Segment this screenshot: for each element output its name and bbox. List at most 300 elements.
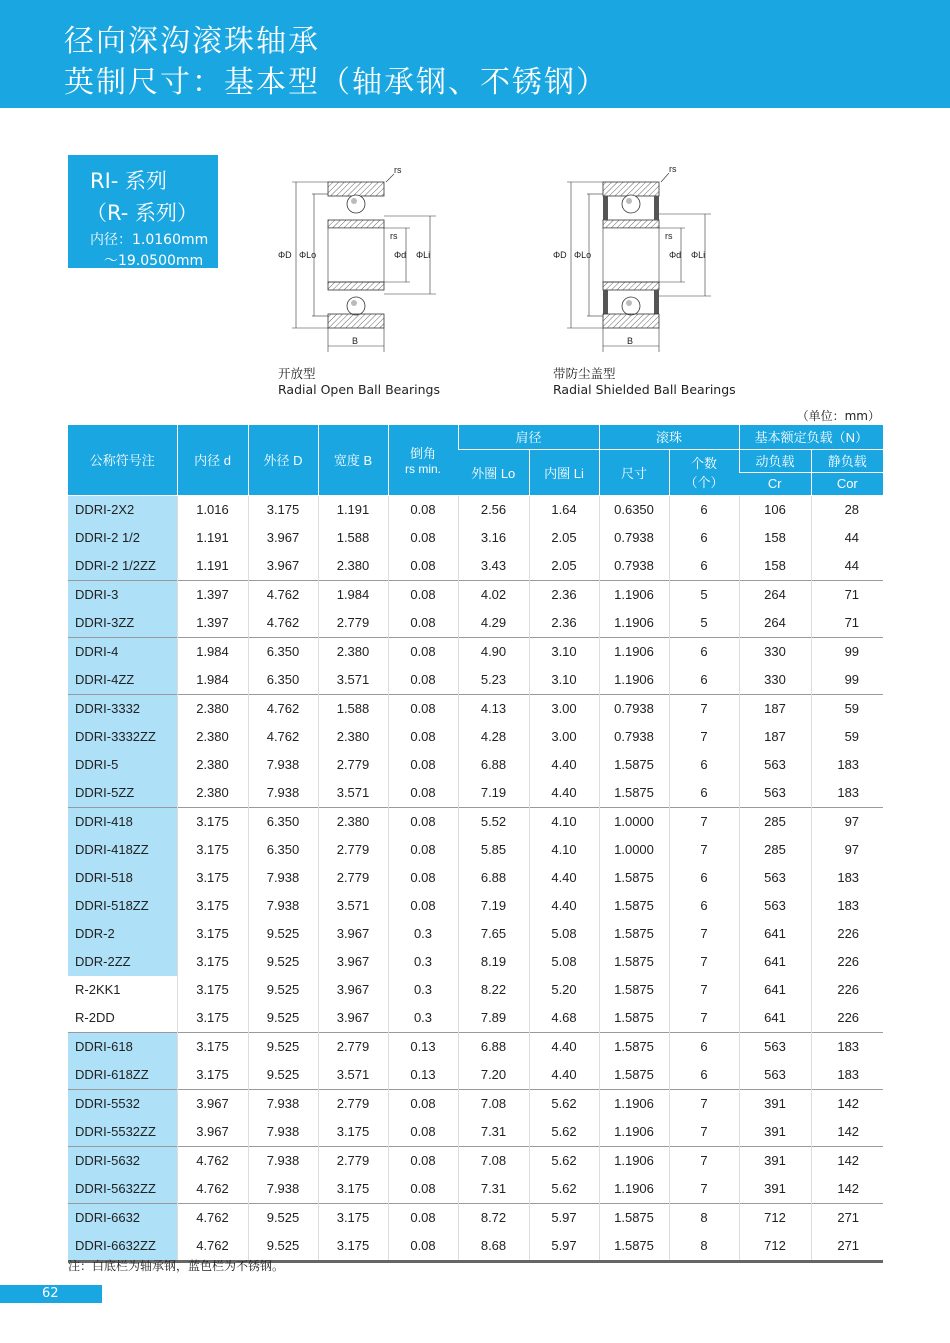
table-cell: 226 [811, 948, 883, 976]
table-cell: 9.525 [248, 1061, 318, 1090]
table-cell: 285 [739, 807, 811, 836]
table-cell: 5.52 [458, 807, 529, 836]
table-cell: 3.175 [318, 1232, 388, 1262]
page-header [0, 0, 950, 108]
table-cell: 3.175 [318, 1175, 388, 1204]
table-cell: 2.380 [318, 552, 388, 581]
table-cell: 9.525 [248, 1232, 318, 1262]
table-cell: 183 [811, 779, 883, 808]
header-width-b: 宽度 B [318, 425, 388, 495]
table-cell: 3.175 [318, 1203, 388, 1232]
table-row [68, 920, 883, 948]
rs-top-label: rs [669, 164, 677, 174]
table-cell: 5.97 [529, 1203, 599, 1232]
table-cell: 1.1906 [599, 666, 669, 695]
table-cell: 4.68 [529, 1004, 599, 1033]
rs-side-label: rs [665, 231, 673, 241]
table-cell: 1.5875 [599, 864, 669, 892]
table-cell: 563 [739, 779, 811, 808]
table-cell: 3.175 [177, 948, 248, 976]
table-cell: 5 [669, 609, 739, 638]
table-cell: 391 [739, 1146, 811, 1175]
table-cell: 285 [739, 836, 811, 864]
table-row [68, 976, 883, 1004]
table-cell: 7 [669, 1089, 739, 1118]
table-cell: 9.525 [248, 976, 318, 1004]
table-cell: DDRI-618 [68, 1032, 177, 1061]
table-cell: 8.68 [458, 1232, 529, 1262]
table-cell: 0.3 [388, 948, 458, 976]
table-cell: 5.62 [529, 1146, 599, 1175]
table-cell: DDRI-2X2 [68, 495, 177, 524]
table-cell: 0.13 [388, 1032, 458, 1061]
table-cell: 7 [669, 1146, 739, 1175]
table-cell: 7.31 [458, 1118, 529, 1147]
table-cell: 4.762 [248, 609, 318, 638]
table-cell: DDRI-618ZZ [68, 1061, 177, 1090]
table-cell: 5.97 [529, 1232, 599, 1262]
table-cell: 1.1906 [599, 637, 669, 666]
table-cell: DDRI-3332 [68, 694, 177, 723]
table-cell: 563 [739, 1061, 811, 1090]
table-cell: 28 [811, 495, 883, 524]
table-cell: 0.13 [388, 1061, 458, 1090]
table-cell: 391 [739, 1175, 811, 1204]
table-cell: 0.08 [388, 495, 458, 524]
table-cell: 1.984 [177, 637, 248, 666]
table-cell: 3.967 [318, 920, 388, 948]
table-cell: 71 [811, 580, 883, 609]
table-cell: 0.08 [388, 694, 458, 723]
table-cell: 1.5875 [599, 892, 669, 920]
table-cell: 8.19 [458, 948, 529, 976]
table-cell: 0.08 [388, 580, 458, 609]
table-cell: 226 [811, 920, 883, 948]
table-cell: 7 [669, 807, 739, 836]
table-cell: 6.88 [458, 864, 529, 892]
table-cell: 1.1906 [599, 609, 669, 638]
table-cell: 330 [739, 666, 811, 695]
table-cell: 44 [811, 524, 883, 552]
header-shoulder: 肩径 [458, 425, 599, 449]
table-cell: DDR-2 [68, 920, 177, 948]
table-cell: 3.175 [248, 495, 318, 524]
table-cell: 7 [669, 723, 739, 751]
table-cell: 187 [739, 723, 811, 751]
table-cell: 1.016 [177, 495, 248, 524]
table-cell: 6 [669, 495, 739, 524]
header-ball-size: 尺寸 [599, 449, 669, 495]
table-cell: 5.62 [529, 1118, 599, 1147]
table-cell: 3.10 [529, 666, 599, 695]
table-cell: 1.1906 [599, 1089, 669, 1118]
page-number-bar [0, 1285, 102, 1303]
table-row [68, 807, 883, 836]
table-cell: 183 [811, 751, 883, 779]
table-cell: 2.380 [177, 751, 248, 779]
chamfer-sub-label: rs min. [405, 462, 441, 477]
table-cell: 1.64 [529, 495, 599, 524]
header-inner-d: 内径 d [177, 425, 248, 495]
table-cell: 6.350 [248, 836, 318, 864]
table-cell: 563 [739, 892, 811, 920]
table-cell: 5.08 [529, 920, 599, 948]
table-cell: 0.7938 [599, 694, 669, 723]
table-cell: 0.08 [388, 609, 458, 638]
table-cell: 0.08 [388, 1118, 458, 1147]
table-cell: 1.984 [177, 666, 248, 695]
table-cell: 7.938 [248, 751, 318, 779]
table-cell: 7.20 [458, 1061, 529, 1090]
table-cell: 7.31 [458, 1175, 529, 1204]
table-cell: 9.525 [248, 1004, 318, 1033]
table-cell: DDRI-6632 [68, 1203, 177, 1232]
table-cell: 563 [739, 864, 811, 892]
table-row [68, 1146, 883, 1175]
table-cell: DDRI-418ZZ [68, 836, 177, 864]
table-row [68, 892, 883, 920]
header-shoulder-inner: 内圈 Li [529, 449, 599, 495]
caption-cn: 开放型 [278, 366, 316, 381]
table-cell: 1.5875 [599, 1203, 669, 1232]
table-cell: 641 [739, 1004, 811, 1033]
table-cell: 1.1906 [599, 1146, 669, 1175]
table-cell: 1.5875 [599, 948, 669, 976]
page-title: 径向深沟滚珠轴承 [64, 24, 320, 59]
bore-label: 内径：1.0160mm [90, 232, 209, 248]
table-cell: 6.88 [458, 1032, 529, 1061]
table-cell: 1.0000 [599, 836, 669, 864]
table-cell: 712 [739, 1203, 811, 1232]
table-cell: 7 [669, 948, 739, 976]
series-box [68, 155, 218, 268]
table-cell: 6.350 [248, 807, 318, 836]
table-cell: 8.22 [458, 976, 529, 1004]
table-cell: 2.380 [177, 723, 248, 751]
ball-count-unit: （个） [684, 475, 724, 490]
table-cell: 59 [811, 723, 883, 751]
outer-shoulder-label: ΦLo [574, 250, 592, 260]
table-cell: 59 [811, 694, 883, 723]
table-row [68, 948, 883, 976]
table-row [68, 1118, 883, 1147]
table-cell: 3.571 [318, 666, 388, 695]
table-cell: 1.397 [177, 580, 248, 609]
table-cell: 1.984 [318, 580, 388, 609]
table-cell: 3.571 [318, 1061, 388, 1090]
table-cell: 1.5875 [599, 976, 669, 1004]
table-cell: 4.762 [248, 580, 318, 609]
table-cell: 3.175 [177, 920, 248, 948]
header-cr: Cr [739, 472, 811, 495]
table-cell: 0.08 [388, 723, 458, 751]
table-cell: DDRI-5632 [68, 1146, 177, 1175]
table-cell: 106 [739, 495, 811, 524]
table-cell: R-2DD [75, 1010, 115, 1025]
series-alt-name: （R- 系列） [86, 201, 198, 225]
table-cell: DDRI-5ZZ [68, 779, 177, 808]
table-cell: 4.29 [458, 609, 529, 638]
table-cell: DDRI-4ZZ [68, 666, 177, 695]
table-cell: 0.3 [388, 920, 458, 948]
width-label: B [352, 336, 359, 346]
table-cell: 641 [739, 976, 811, 1004]
table-cell: 99 [811, 666, 883, 695]
table-cell: 563 [739, 1032, 811, 1061]
table-cell: 0.08 [388, 524, 458, 552]
table-cell: 1.5875 [599, 751, 669, 779]
table-row [68, 836, 883, 864]
table-cell: 641 [739, 920, 811, 948]
caption-en: Radial Open Ball Bearings [278, 382, 441, 397]
table-cell: 6.350 [248, 637, 318, 666]
table-cell: 1.5875 [599, 779, 669, 808]
table-cell: 3.967 [177, 1118, 248, 1147]
table-cell: DDR-2ZZ [68, 948, 177, 976]
table-cell: 1.1906 [599, 1175, 669, 1204]
table-cell: DDRI-518 [68, 864, 177, 892]
outer-diameter-label: ΦD [278, 250, 292, 260]
table-cell: 4.90 [458, 637, 529, 666]
table-cell: 3.175 [177, 976, 248, 1004]
table-cell: 7.65 [458, 920, 529, 948]
table-cell: 0.6350 [599, 495, 669, 524]
table-cell: 4.10 [529, 807, 599, 836]
table-cell: 4.28 [458, 723, 529, 751]
table-cell: 3.175 [177, 892, 248, 920]
table-cell: DDRI-3 [68, 580, 177, 609]
table-cell: DDRI-2 1/2 [68, 524, 177, 552]
unit-label: （单位：mm） [796, 409, 880, 423]
table-cell: 0.08 [388, 1232, 458, 1262]
table-row [68, 552, 883, 581]
table-cell: 4.40 [529, 1061, 599, 1090]
table-cell: DDRI-5532 [68, 1089, 177, 1118]
table-cell: 7 [669, 1175, 739, 1204]
bore-range: ～19.0500mm [104, 253, 204, 269]
table-cell: 97 [811, 807, 883, 836]
ball-count-label: 个数 [691, 456, 718, 471]
table-cell: 2.36 [529, 609, 599, 638]
table-cell: 2.380 [177, 694, 248, 723]
table-cell: 3.175 [177, 807, 248, 836]
table-cell: 5.20 [529, 976, 599, 1004]
table-cell: 0.08 [388, 552, 458, 581]
table-cell: 4.10 [529, 836, 599, 864]
table-cell: 330 [739, 637, 811, 666]
table-cell: 3.175 [177, 836, 248, 864]
table-cell: 7.938 [248, 1089, 318, 1118]
rs-top-label: rs [394, 165, 402, 175]
table-cell: 8 [669, 1203, 739, 1232]
table-cell: 6 [669, 552, 739, 581]
table-cell: 3.00 [529, 694, 599, 723]
table-cell: 6 [669, 524, 739, 552]
table-cell: 0.08 [388, 1146, 458, 1175]
header-symbol: 公称符号注 [68, 425, 177, 495]
table-cell: 1.1906 [599, 580, 669, 609]
shielded-bearing-diagram [545, 158, 725, 358]
header-outer-d: 外径 D [248, 425, 318, 495]
table-cell: 142 [811, 1175, 883, 1204]
table-row [68, 694, 883, 723]
table-cell: 1.5875 [599, 1232, 669, 1262]
table-cell: 0.08 [388, 892, 458, 920]
header-ball: 滚珠 [599, 425, 739, 449]
table-cell: 4.40 [529, 892, 599, 920]
table-cell: 7 [669, 1118, 739, 1147]
table-cell: 4.13 [458, 694, 529, 723]
footnote: 注：白底栏为轴承钢，蓝色栏为不锈钢。 [68, 1259, 285, 1273]
table-cell: DDRI-4 [68, 637, 177, 666]
table-cell: 183 [811, 1061, 883, 1090]
table-cell: 2.380 [318, 723, 388, 751]
table-cell: 183 [811, 892, 883, 920]
table-cell: 8.72 [458, 1203, 529, 1232]
table-cell: 4.762 [177, 1232, 248, 1262]
table-cell: 271 [811, 1203, 883, 1232]
table-cell: 7.19 [458, 892, 529, 920]
table-cell: 6 [669, 637, 739, 666]
table-cell: 1.588 [318, 524, 388, 552]
table-cell: 7.89 [458, 1004, 529, 1033]
table-cell: 1.1906 [599, 1118, 669, 1147]
outer-shoulder-label: ΦLo [299, 250, 317, 260]
table-cell: DDRI-5632ZZ [68, 1175, 177, 1204]
table-cell: DDRI-2 1/2ZZ [68, 552, 177, 581]
table-row [68, 495, 883, 524]
table-cell: 3.967 [177, 1089, 248, 1118]
table-cell: 3.967 [318, 976, 388, 1004]
table-row [68, 637, 883, 666]
table-cell: R-2KK1 [75, 982, 121, 997]
table-cell: 9.525 [248, 920, 318, 948]
table-cell: 183 [811, 1032, 883, 1061]
table-cell: 142 [811, 1089, 883, 1118]
table-cell: 563 [739, 751, 811, 779]
table-cell: 5.85 [458, 836, 529, 864]
table-cell: 5.62 [529, 1089, 599, 1118]
table-cell: 6 [669, 1061, 739, 1090]
shielded-bearing-caption [553, 366, 736, 398]
table-cell: DDRI-5 [68, 751, 177, 779]
table-cell: DDRI-518ZZ [68, 892, 177, 920]
table-cell: 264 [739, 580, 811, 609]
table-cell: 5 [669, 580, 739, 609]
table-cell: 1.588 [318, 694, 388, 723]
header-chamfer [388, 425, 458, 495]
table-cell: 391 [739, 1118, 811, 1147]
table-cell: 71 [811, 609, 883, 638]
width-label: B [627, 336, 634, 346]
table-cell: 0.7938 [599, 552, 669, 581]
table-cell: 3.571 [318, 779, 388, 808]
table-cell: 8 [669, 1232, 739, 1262]
table-cell: 4.762 [177, 1203, 248, 1232]
table-row [68, 1203, 883, 1232]
table-cell: 2.779 [318, 1089, 388, 1118]
table-cell: DDRI-3ZZ [68, 609, 177, 638]
table-cell: DDRI-6632ZZ [68, 1232, 177, 1262]
table-cell: 5.23 [458, 666, 529, 695]
table-cell: 4.02 [458, 580, 529, 609]
bore-diameter-label: Φd [669, 250, 682, 260]
table-cell: 7.938 [248, 1146, 318, 1175]
table-cell: 2.779 [318, 609, 388, 638]
table-cell: 6 [669, 892, 739, 920]
table-row [68, 1061, 883, 1090]
table-cell: 3.967 [248, 524, 318, 552]
header-dynamic: 动负载 [739, 449, 811, 472]
spec-table [68, 425, 883, 1263]
table-cell: 4.40 [529, 751, 599, 779]
open-bearing-caption [278, 366, 440, 398]
table-cell: 6 [669, 864, 739, 892]
table-cell: 0.3 [388, 976, 458, 1004]
table-cell: 226 [811, 976, 883, 1004]
table-row [68, 666, 883, 695]
table-cell: 4.762 [248, 723, 318, 751]
table-cell: 0.08 [388, 666, 458, 695]
table-cell: 7.938 [248, 1118, 318, 1147]
table-cell: 3.967 [248, 552, 318, 581]
table-cell: 7 [669, 694, 739, 723]
table-row [68, 723, 883, 751]
table-cell: 0.3 [388, 1004, 458, 1033]
bore-diameter-label: Φd [394, 250, 407, 260]
table-row [68, 1175, 883, 1204]
table-cell: 0.08 [388, 1203, 458, 1232]
table-cell: 2.380 [318, 637, 388, 666]
table-cell: 44 [811, 552, 883, 581]
table-cell: 7 [669, 976, 739, 1004]
table-cell: 187 [739, 694, 811, 723]
table-cell: 3.967 [318, 1004, 388, 1033]
table-cell: 4.40 [529, 779, 599, 808]
table-cell: 2.779 [318, 751, 388, 779]
caption-en: Radial Shielded Ball Bearings [553, 382, 736, 397]
table-cell: 7 [669, 920, 739, 948]
table-cell: 2.36 [529, 580, 599, 609]
table-cell: 2.56 [458, 495, 529, 524]
outer-diameter-label: ΦD [553, 250, 567, 260]
table-row [68, 779, 883, 808]
table-cell: 0.08 [388, 779, 458, 808]
table-cell: 0.08 [388, 807, 458, 836]
header-shoulder-outer: 外圈 Lo [458, 449, 529, 495]
chamfer-label: 倒角 [409, 446, 436, 462]
table-cell: 4.40 [529, 1032, 599, 1061]
table-cell: 6 [669, 1032, 739, 1061]
table-cell: 2.05 [529, 524, 599, 552]
table-cell: 2.380 [177, 779, 248, 808]
table-cell: 4.762 [177, 1146, 248, 1175]
table-cell: 7.938 [248, 779, 318, 808]
table-cell: 3.43 [458, 552, 529, 581]
page-number: 62 [42, 1286, 59, 1301]
table-cell: 6 [669, 751, 739, 779]
table-cell: 7.08 [458, 1089, 529, 1118]
table-cell: 264 [739, 609, 811, 638]
table-cell: 3.175 [318, 1118, 388, 1147]
open-bearing-diagram [270, 160, 450, 360]
table-cell: 6.88 [458, 751, 529, 779]
table-row [68, 609, 883, 638]
table-cell: 2.779 [318, 1032, 388, 1061]
table-cell: 2.779 [318, 1146, 388, 1175]
table-cell: 142 [811, 1118, 883, 1147]
table-cell: 712 [739, 1232, 811, 1262]
